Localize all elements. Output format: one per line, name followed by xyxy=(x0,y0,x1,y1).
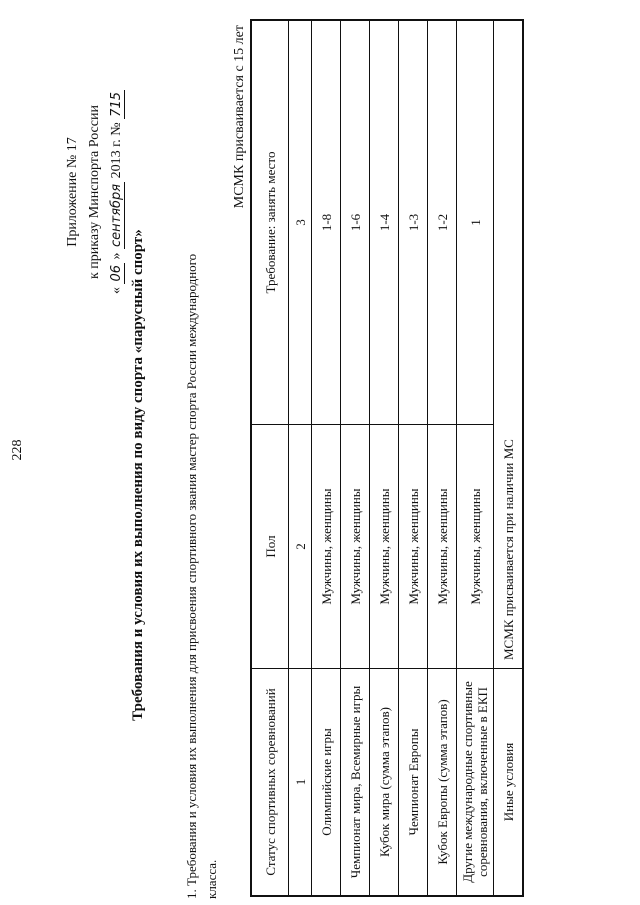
date-close-quote: » xyxy=(109,252,124,260)
row-sex: Мужчины, женщины xyxy=(457,425,494,669)
other-conditions-label: Иные условия xyxy=(494,669,524,897)
table-row xyxy=(312,20,341,896)
row-status: Кубок Европы (сумма этапов) xyxy=(428,669,457,897)
table-row xyxy=(428,20,457,896)
row-status: Чемпионат Европы xyxy=(399,669,428,897)
date-day-handwritten: 06 xyxy=(109,265,124,282)
row-sex: Мужчины, женщины xyxy=(399,425,428,669)
row-sex: Мужчины, женщины xyxy=(312,425,341,669)
row-place: 1-4 xyxy=(370,20,399,425)
page-number: 228 xyxy=(10,439,25,461)
requirements-paragraph: 1. Требования и условия их выполнения для присвоения спортивного звания мастер спорта России международного класса. xyxy=(184,253,219,899)
appendix-date-line xyxy=(106,90,128,294)
table-row xyxy=(457,20,494,896)
appendix-number: Приложение № 17 xyxy=(65,137,80,247)
appendix-order-ref: к приказу Минспорта России xyxy=(87,105,102,280)
header-sex: Пол xyxy=(251,425,289,669)
date-month-handwritten: сентября xyxy=(109,183,124,247)
row-place: 1 xyxy=(457,20,494,425)
row-place: 1-6 xyxy=(341,20,370,425)
table-row xyxy=(341,20,370,896)
header-place: Требование: занять место xyxy=(251,20,289,425)
other-conditions-text: МСМК присваивается при наличии МС xyxy=(494,20,524,669)
row-sex: Мужчины, женщины xyxy=(370,425,399,669)
table-header-row xyxy=(251,20,289,896)
row-status: Чемпионат мира, Всемирные игры xyxy=(341,669,370,897)
row-status: Олимпийские игры xyxy=(312,669,341,897)
table-row xyxy=(370,20,399,896)
column-number: 2 xyxy=(289,425,312,669)
column-number: 3 xyxy=(289,20,312,425)
row-sex: Мужчины, женщины xyxy=(341,425,370,669)
row-place: 1-3 xyxy=(399,20,428,425)
table-number-row xyxy=(289,20,312,896)
appendix-header xyxy=(62,90,128,294)
table-row xyxy=(399,20,428,896)
document-title: Требования и условия их выполнения по виду спорта «парусный спорт» xyxy=(130,229,146,721)
column-number: 1 xyxy=(289,669,312,897)
order-number-handwritten: 715 xyxy=(109,92,124,117)
header-status: Статус спортивных соревнований xyxy=(251,669,289,897)
row-status: Кубок мира (сумма этапов) xyxy=(370,669,399,897)
requirements-table xyxy=(250,19,524,897)
row-place: 1-2 xyxy=(428,20,457,425)
row-status: Другие международные спортивные соревнования, включенные в ЕКП xyxy=(457,669,494,897)
date-open-quote: « xyxy=(109,287,124,295)
age-note: МСМК присваивается с 15 лет xyxy=(232,25,247,209)
table-row-other-conditions xyxy=(494,20,524,896)
row-place: 1-8 xyxy=(312,20,341,425)
date-year: 2013 г. № xyxy=(109,122,124,179)
row-sex: Мужчины, женщины xyxy=(428,425,457,669)
